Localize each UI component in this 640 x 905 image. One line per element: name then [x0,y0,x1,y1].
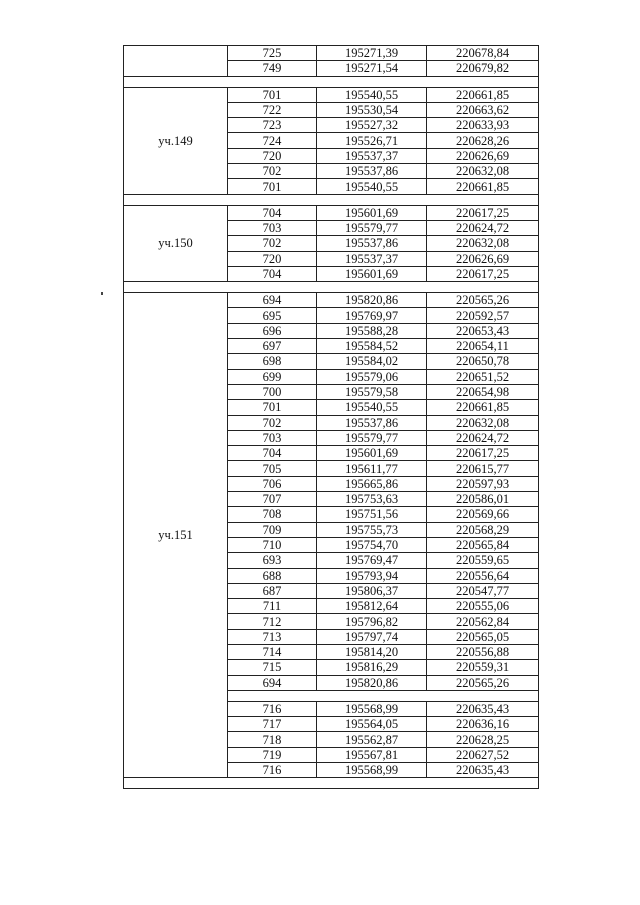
point-number-cell: 694 [228,293,317,308]
y-coordinate-cell: 220617,25 [427,205,539,220]
point-number-cell: 704 [228,266,317,281]
y-coordinate-cell: 220547,77 [427,583,539,598]
y-coordinate-cell: 220663,62 [427,102,539,117]
x-coordinate-cell: 195751,56 [317,507,427,522]
x-coordinate-cell: 195665,86 [317,476,427,491]
y-coordinate-cell: 220565,05 [427,629,539,644]
point-number-cell: 687 [228,583,317,598]
point-number-cell: 705 [228,461,317,476]
y-coordinate-cell: 220568,29 [427,522,539,537]
x-coordinate-cell: 195816,29 [317,660,427,675]
x-coordinate-cell: 195601,69 [317,205,427,220]
point-number-cell: 708 [228,507,317,522]
point-number-cell: 720 [228,148,317,163]
y-coordinate-cell: 220679,82 [427,61,539,76]
point-number-cell: 716 [228,701,317,716]
table-row [124,46,539,61]
y-coordinate-cell: 220636,16 [427,717,539,732]
x-coordinate-cell: 195797,74 [317,629,427,644]
point-number-cell: 702 [228,236,317,251]
y-coordinate-cell: 220650,78 [427,354,539,369]
y-coordinate-cell: 220559,65 [427,553,539,568]
x-coordinate-cell: 195588,28 [317,323,427,338]
site-label-cell: уч.150 [124,205,228,281]
x-coordinate-cell: 195271,39 [317,46,427,61]
y-coordinate-cell: 220617,25 [427,266,539,281]
x-coordinate-cell: 195769,97 [317,308,427,323]
x-coordinate-cell: 195537,37 [317,251,427,266]
scan-speck [101,292,103,295]
point-number-cell: 694 [228,675,317,690]
point-number-cell: 707 [228,492,317,507]
x-coordinate-cell: 195793,94 [317,568,427,583]
y-coordinate-cell: 220562,84 [427,614,539,629]
point-number-cell: 702 [228,164,317,179]
x-coordinate-cell: 195584,02 [317,354,427,369]
coordinate-table-sheet [123,45,538,789]
x-coordinate-cell: 195806,37 [317,583,427,598]
y-coordinate-cell: 220626,69 [427,148,539,163]
y-coordinate-cell: 220632,08 [427,236,539,251]
y-coordinate-cell: 220651,52 [427,369,539,384]
separator-cell [124,76,539,87]
point-number-cell: 704 [228,446,317,461]
point-number-cell: 710 [228,537,317,552]
y-coordinate-cell: 220617,25 [427,446,539,461]
y-coordinate-cell: 220565,26 [427,675,539,690]
x-coordinate-cell: 195530,54 [317,102,427,117]
point-number-cell: 700 [228,384,317,399]
y-coordinate-cell: 220626,69 [427,251,539,266]
x-coordinate-cell: 195755,73 [317,522,427,537]
point-number-cell: 688 [228,568,317,583]
x-coordinate-cell: 195562,87 [317,732,427,747]
y-coordinate-cell: 220569,66 [427,507,539,522]
y-coordinate-cell: 220586,01 [427,492,539,507]
point-number-cell: 703 [228,430,317,445]
separator-row [124,194,539,205]
point-number-cell: 695 [228,308,317,323]
separator-row [124,778,539,789]
x-coordinate-cell: 195568,99 [317,701,427,716]
coordinate-table [123,45,539,789]
x-coordinate-cell: 195540,55 [317,400,427,415]
x-coordinate-cell: 195611,77 [317,461,427,476]
y-coordinate-cell: 220565,84 [427,537,539,552]
y-coordinate-cell: 220556,88 [427,644,539,659]
y-coordinate-cell: 220632,08 [427,415,539,430]
x-coordinate-cell: 195564,05 [317,717,427,732]
y-coordinate-cell: 220654,11 [427,339,539,354]
x-coordinate-cell: 195579,06 [317,369,427,384]
point-number-cell: 701 [228,87,317,102]
x-coordinate-cell: 195537,86 [317,164,427,179]
x-coordinate-cell: 195754,70 [317,537,427,552]
point-number-cell: 722 [228,102,317,117]
x-coordinate-cell: 195601,69 [317,446,427,461]
y-coordinate-cell: 220633,93 [427,118,539,133]
point-number-cell: 715 [228,660,317,675]
y-coordinate-cell: 220627,52 [427,747,539,762]
table-row [124,293,539,308]
point-number-cell: 699 [228,369,317,384]
site-label-cell: уч.151 [124,293,228,778]
point-number-cell: 749 [228,61,317,76]
table-row [124,205,539,220]
x-coordinate-cell: 195537,86 [317,415,427,430]
point-number-cell: 703 [228,220,317,235]
point-number-cell: 698 [228,354,317,369]
table-row [124,87,539,102]
point-number-cell: 713 [228,629,317,644]
y-coordinate-cell: 220624,72 [427,430,539,445]
y-coordinate-cell: 220556,64 [427,568,539,583]
separator-cell [124,282,539,293]
coordinate-table-body [124,46,539,789]
x-coordinate-cell: 195527,32 [317,118,427,133]
x-coordinate-cell: 195568,99 [317,763,427,778]
x-coordinate-cell: 195753,63 [317,492,427,507]
y-coordinate-cell: 220653,43 [427,323,539,338]
point-number-cell: 701 [228,400,317,415]
point-number-cell: 711 [228,599,317,614]
separator-row [124,76,539,87]
point-number-cell: 718 [228,732,317,747]
x-coordinate-cell: 195796,82 [317,614,427,629]
y-coordinate-cell: 220559,31 [427,660,539,675]
y-coordinate-cell: 220624,72 [427,220,539,235]
y-coordinate-cell: 220632,08 [427,164,539,179]
y-coordinate-cell: 220635,43 [427,763,539,778]
point-number-cell: 719 [228,747,317,762]
point-number-cell: 701 [228,179,317,194]
y-coordinate-cell: 220661,85 [427,87,539,102]
point-number-cell: 704 [228,205,317,220]
x-coordinate-cell: 195579,58 [317,384,427,399]
x-coordinate-cell: 195540,55 [317,87,427,102]
point-number-cell: 714 [228,644,317,659]
x-coordinate-cell: 195537,37 [317,148,427,163]
point-number-cell: 724 [228,133,317,148]
x-coordinate-cell: 195567,81 [317,747,427,762]
x-coordinate-cell: 195540,55 [317,179,427,194]
y-coordinate-cell: 220592,57 [427,308,539,323]
point-number-cell: 716 [228,763,317,778]
point-number-cell: 706 [228,476,317,491]
x-coordinate-cell: 195579,77 [317,430,427,445]
separator-row [124,282,539,293]
x-coordinate-cell: 195579,77 [317,220,427,235]
x-coordinate-cell: 195814,20 [317,644,427,659]
site-label-cell [124,46,228,77]
separator-cell [124,194,539,205]
point-number-cell: 696 [228,323,317,338]
x-coordinate-cell: 195812,64 [317,599,427,614]
x-coordinate-cell: 195601,69 [317,266,427,281]
x-coordinate-cell: 195537,86 [317,236,427,251]
y-coordinate-cell: 220635,43 [427,701,539,716]
separator-cell [124,778,539,789]
y-coordinate-cell: 220678,84 [427,46,539,61]
point-number-cell: 693 [228,553,317,568]
x-coordinate-cell: 195820,86 [317,293,427,308]
y-coordinate-cell: 220628,26 [427,133,539,148]
x-coordinate-cell: 195271,54 [317,61,427,76]
x-coordinate-cell: 195526,71 [317,133,427,148]
y-coordinate-cell: 220555,06 [427,599,539,614]
point-number-cell: 712 [228,614,317,629]
y-coordinate-cell: 220661,85 [427,179,539,194]
y-coordinate-cell: 220628,25 [427,732,539,747]
y-coordinate-cell: 220661,85 [427,400,539,415]
point-number-cell: 725 [228,46,317,61]
point-number-cell: 717 [228,717,317,732]
site-label-cell: уч.149 [124,87,228,194]
point-number-cell: 697 [228,339,317,354]
point-number-cell: 720 [228,251,317,266]
y-coordinate-cell: 220565,26 [427,293,539,308]
point-number-cell: 709 [228,522,317,537]
x-coordinate-cell: 195769,47 [317,553,427,568]
y-coordinate-cell: 220654,98 [427,384,539,399]
x-coordinate-cell: 195820,86 [317,675,427,690]
x-coordinate-cell: 195584,52 [317,339,427,354]
point-number-cell: 702 [228,415,317,430]
point-number-cell: 723 [228,118,317,133]
y-coordinate-cell: 220615,77 [427,461,539,476]
y-coordinate-cell: 220597,93 [427,476,539,491]
separator-cell [228,690,539,701]
